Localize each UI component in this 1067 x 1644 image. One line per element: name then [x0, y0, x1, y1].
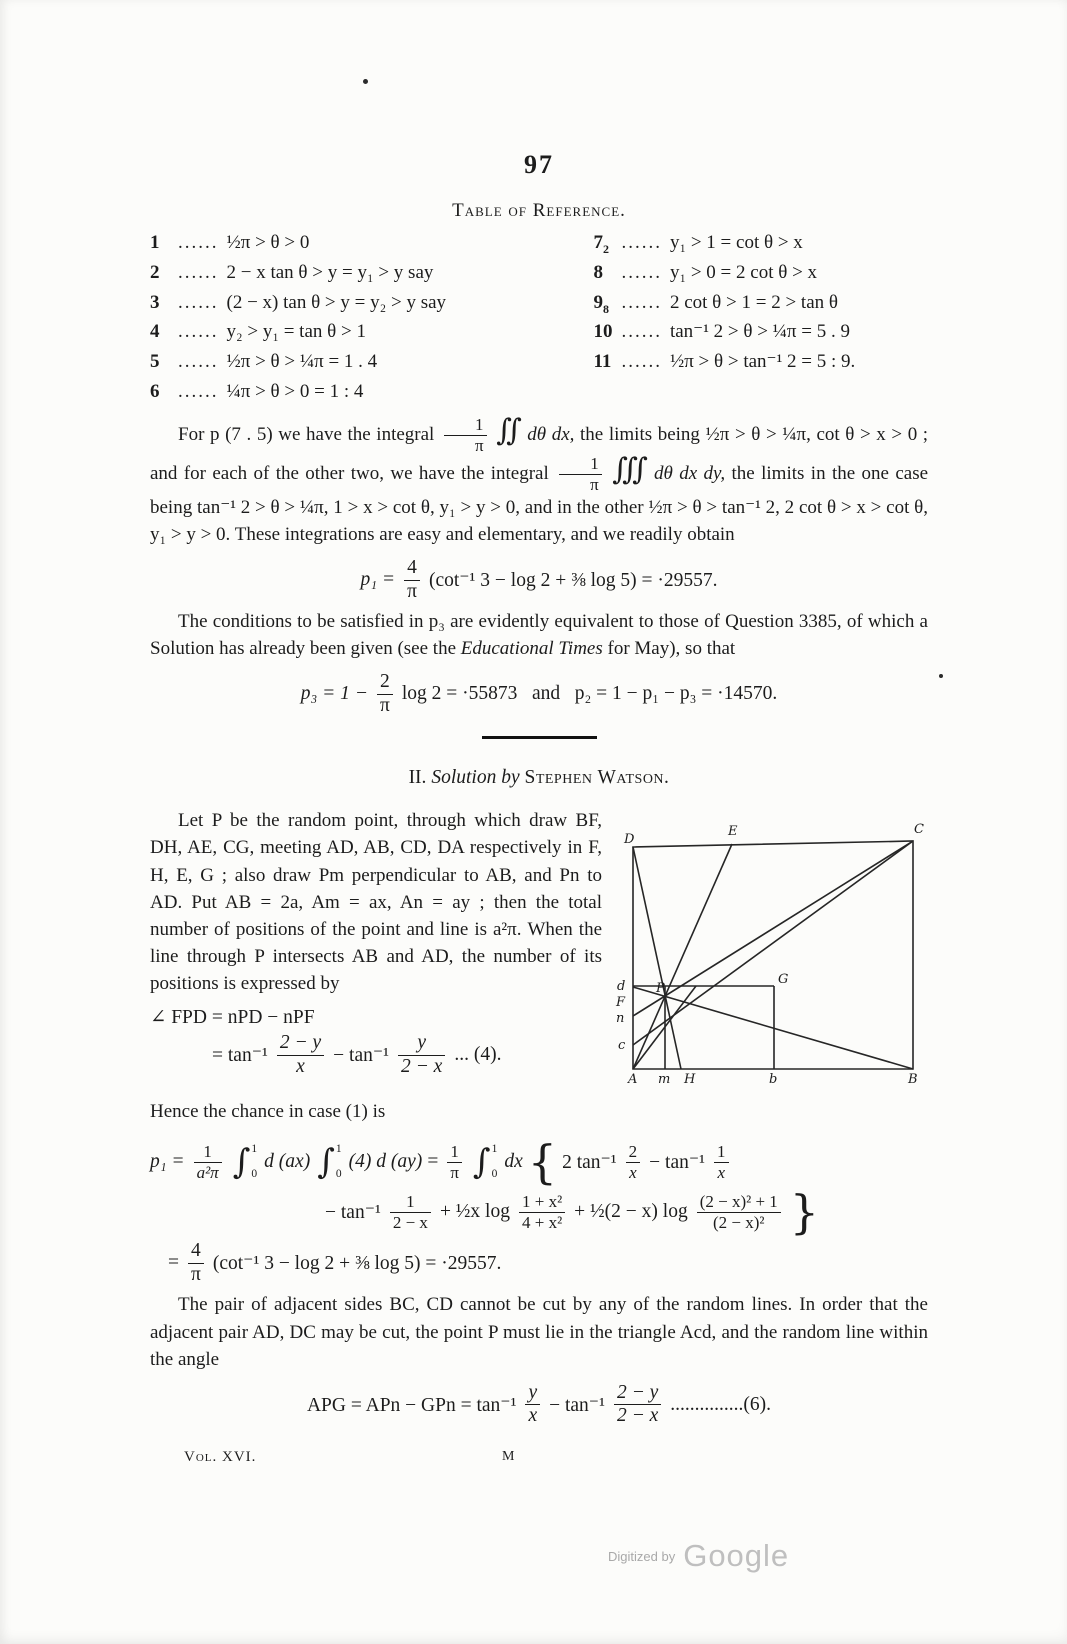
fraction: $\frac{1}{x}$ — [714, 1143, 729, 1182]
table-row — [150, 350, 593, 380]
fraction: $\frac{1}{\pi}$ — [559, 455, 602, 494]
equation-p1-final: = $\frac{4}{\pi}$ (cot⁻¹ 3 − log 2 + ⅜ log 5) = ·29557. — [168, 1240, 502, 1285]
fraction: $\frac{2 - y}{2 - x}$ — [614, 1383, 661, 1427]
row-formula: ¼π > θ > 0 = 1 : 4 — [226, 380, 364, 402]
row-formula: y₁ > 0 = 2 cot θ > x — [669, 261, 818, 283]
table-row — [150, 320, 593, 350]
row-leader-dots: ...... — [621, 291, 662, 313]
row-leader-dots: ...... — [178, 261, 219, 283]
row-leader-dots: ...... — [621, 261, 662, 283]
figure-label-b: b — [769, 1072, 778, 1088]
row-number: 3 — [150, 291, 160, 313]
fraction: $\frac{y}{2 - x}$ — [398, 1033, 445, 1077]
author-name: Stephen Watson. — [524, 767, 670, 789]
figure-label-D: D — [624, 832, 635, 848]
figure-label-B: B — [908, 1072, 918, 1088]
fraction: $\frac{4}{\pi}$ — [188, 1241, 204, 1285]
body-text: for May), so that — [607, 638, 736, 660]
figure-label-P: P — [656, 981, 665, 997]
paragraph-conditions — [150, 608, 928, 662]
row-formula: ½π > θ > ¼π = 1 . 4 — [226, 351, 378, 373]
section-numeral: II. — [408, 767, 427, 789]
equation-p1-integral-line1: p₁ = $\frac{1}{\text{a²π}}$ ∫ 1 0 d (ax) ∫ 1 0 (4) d (ay) = $\frac{1}{\pi}$ ∫ 1 0 dx { 2 tan⁻¹ $\frac{2}{x}$ − tan⁻¹ $\frac{1}{x}$ — [150, 1139, 928, 1185]
fraction: $\frac{\text{1 + x²}}{\text{4 + x²}}$ — [519, 1193, 565, 1232]
body-text: the limits being ½π > θ > ¼π, — [580, 423, 811, 445]
double-integral-sign: ∬ — [496, 412, 522, 448]
row-leader-dots: ...... — [178, 351, 219, 373]
body-text: the limits in the one case being tan⁻¹ 2 > θ > ¼π, 1 > x > cot θ, — [150, 462, 929, 518]
page-number: 97 — [524, 150, 554, 179]
body-text: dθ dx dy, — [653, 462, 726, 484]
figure-label-c: c — [618, 1038, 626, 1054]
figure-svg — [608, 819, 928, 1087]
section-heading — [150, 767, 928, 789]
table-row — [150, 291, 593, 321]
google-logo: Google — [683, 1538, 790, 1573]
section-separator — [482, 736, 597, 739]
open-brace: { — [527, 1135, 558, 1190]
equation-p3-p2: p₃ = 1 − $\frac{2}{\pi}$ log 2 = ·55873 and p₂ = 1 − p₁ − p₃ = ·14570. — [300, 671, 778, 716]
row-leader-dots: ...... — [621, 351, 662, 373]
figure-label-d: d — [617, 979, 626, 995]
figure-label-m: m — [658, 1072, 671, 1088]
table-row — [593, 350, 928, 380]
equation-p1-result: p₁ = $\frac{4}{\pi}$ (cot⁻¹ 3 − log 2 + ⅜ log 5) = ·29557. — [360, 557, 718, 602]
row-formula: y₂ > y₁ = tan θ > 1 — [226, 321, 366, 343]
table-row — [150, 261, 593, 291]
figure-label-F: F — [616, 995, 626, 1011]
scan-artifact-dot — [939, 674, 943, 678]
body-text: cot θ > x > 0 ; and for each of the other two, we have the integral — [150, 423, 929, 484]
row-leader-dots: ...... — [178, 321, 219, 343]
row-formula: ½π > θ > 0 — [226, 232, 310, 253]
row-formula: tan⁻¹ 2 > θ > ¼π = 5 . 9 — [669, 321, 850, 343]
paragraph-hence: Hence the chance in case (1) is — [150, 1101, 386, 1123]
row-number: 10 — [593, 321, 613, 343]
reference-table-left-column — [150, 231, 593, 410]
signature-mark: M — [502, 1448, 515, 1464]
figure-label-G: G — [778, 972, 789, 988]
row-leader-dots: ...... — [621, 321, 662, 343]
page-footer — [150, 1449, 928, 1466]
integral-sign: ∫ 1 0 — [232, 1142, 258, 1183]
body-text: y₁ > y > 0, and in the other ½π > θ > tan⁻¹ 2, 2 cot θ > x > cot θ, y₁ > y > 0. — [150, 496, 929, 545]
page-content — [150, 150, 928, 1466]
integral-sign: ∫ 1 0 — [317, 1142, 342, 1183]
table-row — [593, 231, 928, 261]
row-number: 8 — [593, 261, 603, 283]
line-D-H — [633, 847, 681, 1069]
square-ABCD — [633, 841, 913, 1069]
fraction: $\frac{1}{\text{a²π}}$ — [194, 1143, 222, 1182]
fraction: $\frac{1}{\pi}$ — [447, 1143, 462, 1182]
table-row — [150, 380, 593, 410]
row-formula: 2 − x tan θ > y = y₁ > y say — [226, 261, 434, 283]
body-text: For p (7 . 5) we have the integral — [178, 423, 435, 445]
watermark-text: Digitized by — [608, 1548, 676, 1564]
fraction: $\frac{1}{2 - x}$ — [390, 1193, 431, 1232]
figure-label-E: E — [728, 824, 738, 840]
table-row — [593, 291, 928, 321]
triple-integral-sign: ∭ — [612, 451, 648, 487]
paragraph-integrals — [150, 412, 929, 548]
figure-label-H: H — [684, 1072, 696, 1088]
fraction: $\frac{2}{\pi}$ — [377, 672, 393, 716]
row-number: 4 — [150, 321, 160, 343]
body-text: dθ dx, — [527, 423, 575, 445]
figure-label-n: n — [616, 1011, 625, 1027]
row-formula: (2 − x) tan θ > y = y₂ > y say — [226, 291, 447, 313]
row-formula: ½π > θ > tan⁻¹ 2 = 5 : 9. — [669, 351, 856, 373]
line-A-E — [633, 844, 732, 1069]
row-number: $9_8$ — [593, 291, 609, 316]
reference-table-right-column — [593, 231, 928, 410]
fraction: $\frac{4}{\pi}$ — [404, 558, 420, 602]
footer-volume: Vol. XVI. — [184, 1448, 257, 1465]
journal-name: Educational Times — [460, 638, 603, 660]
row-leader-dots: ...... — [178, 380, 219, 402]
equation-4: = tan⁻¹ $\frac{2 - y}{x}$ − tan⁻¹ $\frac{y}{2 - x}$ ... (4). — [212, 1032, 502, 1077]
table-row — [593, 320, 928, 350]
row-formula: y₁ > 1 = cot θ > x — [669, 232, 803, 253]
solution-section — [150, 801, 928, 1092]
row-number: 5 — [150, 351, 160, 373]
close-brace: } — [789, 1185, 820, 1240]
fraction: $\frac{2 - y}{x}$ — [277, 1033, 324, 1077]
solution-text-column — [150, 801, 602, 1092]
paragraph-adjacent-sides: The pair of adjacent sides BC, CD cannot be cut by any of the random lines. In order that the adjacent pair AD, DC may be cut, the point P must lie in the triangle Acd, and the random line within the angle — [150, 1294, 928, 1370]
section-method: Solution by — [431, 767, 520, 789]
line-C-n — [633, 841, 913, 1016]
row-leader-dots: ...... — [178, 291, 219, 313]
row-number: 1 — [150, 232, 160, 253]
row-leader-dots: ...... — [621, 232, 662, 253]
geometry-figure — [608, 801, 928, 1092]
integral-sign: ∫ 1 0 — [472, 1142, 498, 1183]
line-B-F — [633, 987, 913, 1069]
row-number: $7_2$ — [593, 232, 609, 256]
figure-label-A: A — [628, 1072, 638, 1088]
reference-table — [150, 231, 928, 410]
figure-label-C: C — [914, 822, 924, 838]
row-number: 6 — [150, 380, 160, 402]
body-text: These integrations are easy and elementary, and we readily obtain — [234, 523, 735, 545]
equation-fpd: ∠ FPD = nPD − nPF — [150, 1007, 315, 1029]
google-watermark — [608, 1538, 789, 1574]
table-row — [150, 231, 593, 261]
row-leader-dots: ...... — [178, 232, 219, 253]
scan-artifact-dot — [363, 79, 368, 84]
body-text: The conditions to be satisfied in p₃ are evidently equivalent to those of Question 3385, of which a Solution has already been given (see the — [150, 611, 928, 660]
reference-table-title: Table of Reference. — [452, 200, 626, 221]
equation-6: APG = APn − GPn = tan⁻¹ $\frac{y}{x}$ − tan⁻¹ $\frac{2 - y}{2 - x}$ ...............(6). — [306, 1381, 772, 1427]
fraction: $\frac{1}{\pi}$ — [444, 416, 487, 455]
row-number: 2 — [150, 261, 160, 283]
row-formula: 2 cot θ > 1 = 2 > tan θ — [669, 291, 838, 313]
fraction: $\frac{2}{x}$ — [626, 1143, 641, 1182]
paragraph-solution: Let P be the random point, through which draw BF, DH, AE, CG, meeting AD, AB, CD, DA respectively in F, H, E, G ; also draw Pm perpendicular to AB, and Pn to AD. Put AB = 2a, Am = ax, An = ay ; then the total number of positions of the point and line is a²π. When the line through P intersects AB and AD, the number of its positions is expressed by — [150, 810, 603, 995]
table-row — [593, 261, 928, 291]
fraction: $\frac{\text{(2 − x)² + 1}}{\text{(2 − x)²}}$ — [697, 1193, 781, 1232]
row-number: 11 — [593, 351, 612, 373]
equation-p1-integral-line2: − tan⁻¹ $\frac{1}{2 - x}$ + ½x log $\frac{\text{1 + x²}}{\text{4 + x²}}$ + ½(2 − x) log $\frac{\text{(2 − x)² + 1}}{\text{(2 − x)²}}$ } — [325, 1185, 820, 1240]
fraction: $\frac{y}{x}$ — [525, 1383, 540, 1427]
